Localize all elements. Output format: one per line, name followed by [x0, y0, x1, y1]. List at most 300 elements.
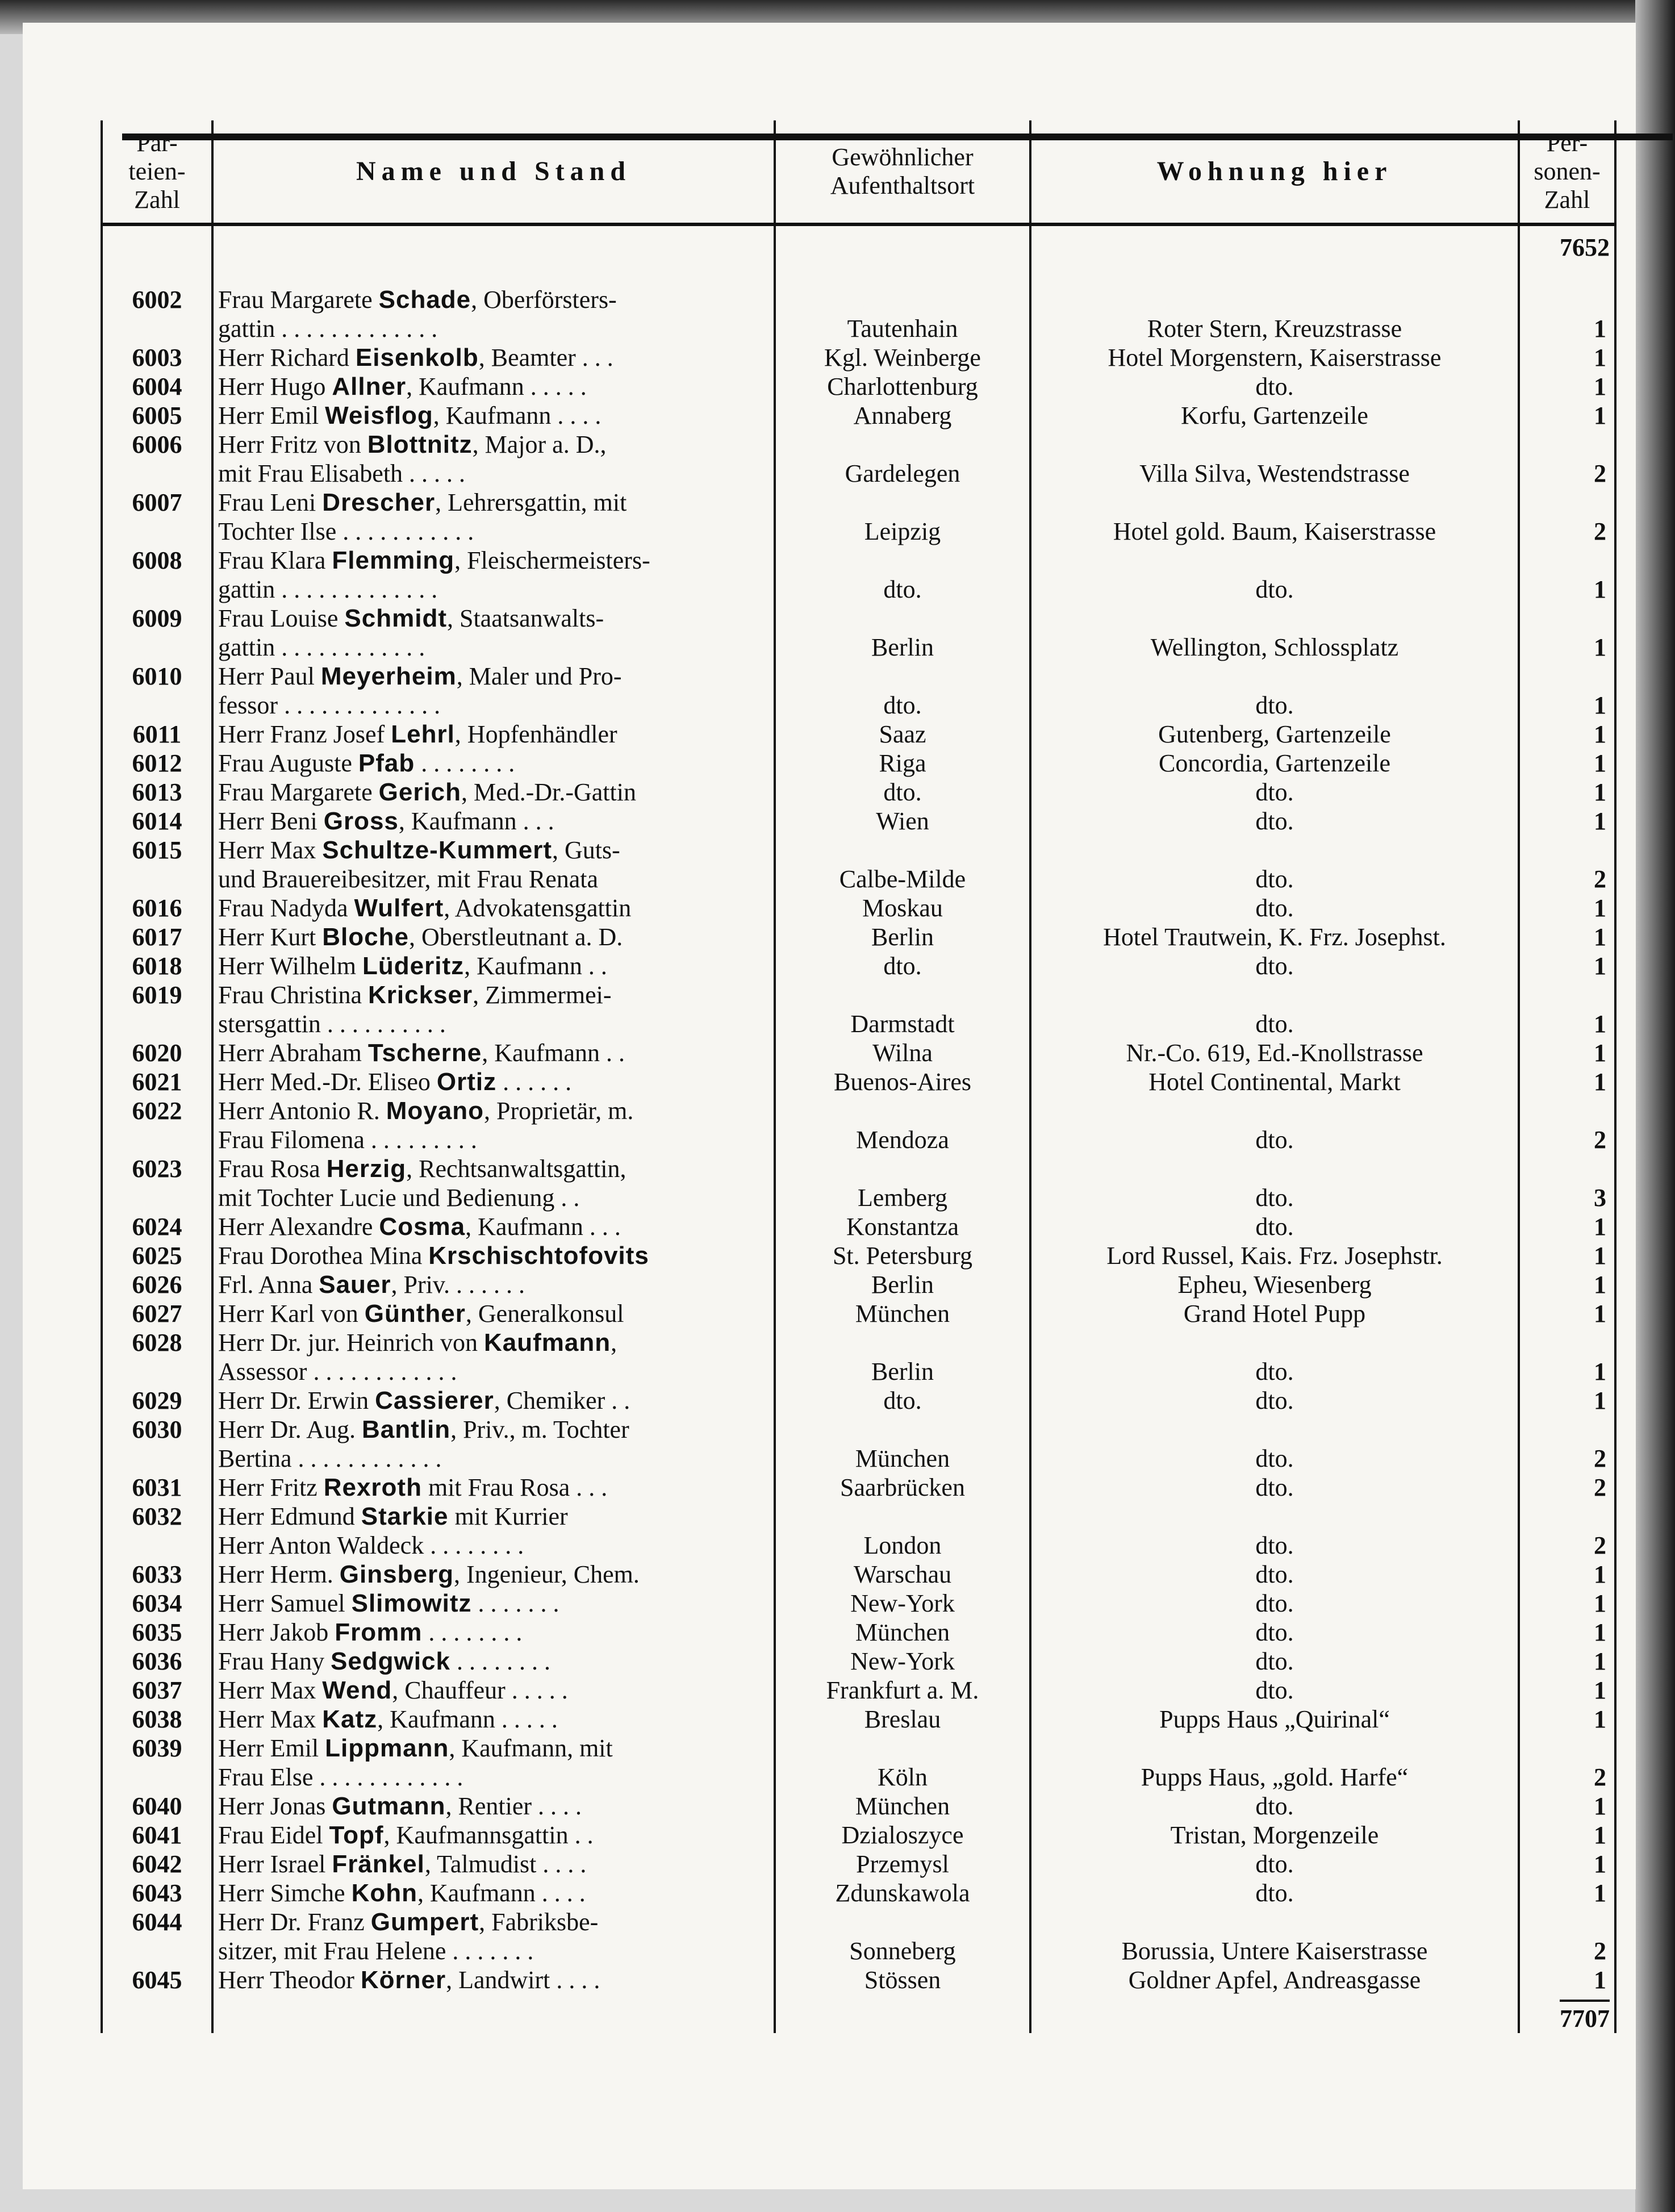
local-lodging: dto.: [1030, 1328, 1519, 1386]
surname: Ortiz: [436, 1068, 497, 1096]
surname: Bantlin: [361, 1416, 451, 1443]
usual-residence: Buenos-Aires: [775, 1067, 1030, 1096]
local-lodging: dto.: [1030, 980, 1519, 1038]
local-lodging: dto.: [1030, 1618, 1519, 1647]
party-number: 6004: [102, 372, 212, 401]
persons-count: 2: [1519, 1502, 1615, 1560]
local-lodging: Borussia, Untere Kaiserstrasse: [1030, 1908, 1519, 1965]
name-and-status: [212, 1560, 775, 1589]
name-prefix: Herr Emil: [218, 1734, 319, 1762]
local-lodging: dto.: [1030, 1212, 1519, 1241]
party-number: 6013: [102, 778, 212, 807]
surname: Sauer: [319, 1271, 391, 1299]
name-suffix: , Kaufmann . . . .: [417, 1879, 586, 1907]
name-and-status: [212, 951, 775, 980]
party-number: 6014: [102, 807, 212, 836]
party-number: 6019: [102, 980, 212, 1038]
persons-count: 1: [1519, 720, 1615, 749]
surname: Cassierer: [375, 1387, 494, 1414]
local-lodging: dto.: [1030, 662, 1519, 720]
name-suffix: . . . . . . . .: [450, 1647, 550, 1675]
persons-count: 1: [1519, 749, 1615, 778]
persons-count: 1: [1519, 951, 1615, 980]
header-ort-label: Gewöhnlicher Aufenthaltsort: [830, 143, 975, 199]
local-lodging: dto.: [1030, 1415, 1519, 1473]
carry-out-row: [102, 1994, 1615, 2033]
name-prefix: Frau Louise: [218, 604, 339, 632]
persons-count: 1: [1519, 662, 1615, 720]
local-lodging: dto.: [1030, 1560, 1519, 1589]
local-lodging: dto.: [1030, 1792, 1519, 1821]
table-row: [102, 488, 1615, 546]
name-and-status: [212, 1386, 775, 1415]
local-lodging: dto.: [1030, 836, 1519, 894]
table-row: [102, 1502, 1615, 1560]
usual-residence: München: [775, 1299, 1030, 1328]
local-lodging: Grand Hotel Pupp: [1030, 1299, 1519, 1328]
usual-residence: Sonneberg: [775, 1908, 1030, 1965]
surname: Gutmann: [332, 1792, 446, 1820]
name-and-status: [212, 488, 775, 546]
name-and-status: [212, 430, 775, 488]
name-suffix: , Kaufmann . .: [482, 1039, 625, 1067]
name-and-status: [212, 662, 775, 720]
persons-count: 2: [1519, 836, 1615, 894]
persons-count: 1: [1519, 1879, 1615, 1908]
local-lodging: Roter Stern, Kreuzstrasse: [1030, 285, 1519, 343]
usual-residence: Wien: [775, 807, 1030, 836]
name-suffix: , Advokatensgattin: [444, 894, 632, 922]
surname: Wend: [322, 1676, 392, 1704]
name-suffix: , Oberförsters- gattin . . . . . . . . . . . . .: [218, 286, 617, 343]
name-suffix: , Proprietär, m. Frau Filomena . . . . . . . . .: [218, 1097, 634, 1154]
name-prefix: Herr Fritz: [218, 1474, 318, 1501]
name-suffix: , Kaufmann . . .: [465, 1213, 621, 1241]
surname: Lippmann: [325, 1734, 449, 1762]
table-row: [102, 1212, 1615, 1241]
name-and-status: [212, 343, 775, 372]
name-suffix: , Rentier . . . .: [445, 1792, 582, 1820]
name-prefix: Herr Jakob: [218, 1618, 329, 1646]
name-and-status: [212, 778, 775, 807]
name-and-status: [212, 604, 775, 662]
table-row: [102, 546, 1615, 604]
usual-residence: dto.: [775, 778, 1030, 807]
name-and-status: [212, 1618, 775, 1647]
name-prefix: Herr Beni: [218, 807, 318, 835]
party-number: 6035: [102, 1618, 212, 1647]
persons-count: 1: [1519, 604, 1615, 662]
party-number: 6021: [102, 1067, 212, 1096]
party-number: 6032: [102, 1502, 212, 1560]
name-suffix: , Med.-Dr.-Gattin: [461, 778, 636, 806]
table-row: [102, 951, 1615, 980]
party-number: 6020: [102, 1038, 212, 1067]
party-number: 6005: [102, 401, 212, 430]
local-lodging: dto.: [1030, 951, 1519, 980]
party-number: 6008: [102, 546, 212, 604]
name-suffix: . . . . . .: [496, 1068, 572, 1096]
table-row: [102, 343, 1615, 372]
name-prefix: Herr Simche: [218, 1879, 345, 1907]
name-prefix: Herr Max: [218, 1676, 316, 1704]
table-row: [102, 1850, 1615, 1879]
header-personen-label: Per- sonen- Zahl: [1534, 129, 1601, 214]
persons-count: 2: [1519, 1096, 1615, 1154]
name-suffix: . . . . . . . .: [422, 1618, 523, 1646]
name-suffix: , Kaufmann . . . . .: [406, 373, 587, 400]
party-number: 6024: [102, 1212, 212, 1241]
carry-out-cell: [1519, 1994, 1615, 2033]
name-prefix: Frau Nadyda: [218, 894, 348, 922]
usual-residence: Dzialoszyce: [775, 1821, 1030, 1850]
party-number: 6033: [102, 1560, 212, 1589]
table-row: [102, 1792, 1615, 1821]
name-and-status: [212, 807, 775, 836]
scan-border-right: [1635, 0, 1675, 2212]
surname: Gerich: [378, 778, 462, 806]
persons-count: 1: [1519, 285, 1615, 343]
persons-count: 1: [1519, 1560, 1615, 1589]
name-prefix: Herr Jonas: [218, 1792, 326, 1820]
party-number: 6007: [102, 488, 212, 546]
usual-residence: Breslau: [775, 1705, 1030, 1734]
table-row: [102, 1647, 1615, 1676]
header-parteien-label: Par- teien- Zahl: [128, 129, 186, 214]
persons-count: 1: [1519, 1299, 1615, 1328]
local-lodging: Hotel gold. Baum, Kaiserstrasse: [1030, 488, 1519, 546]
name-prefix: Herr Karl von: [218, 1300, 358, 1328]
usual-residence: Köln: [775, 1734, 1030, 1792]
local-lodging: dto.: [1030, 1386, 1519, 1415]
name-suffix: , Fleischermeisters- gattin . . . . . . . . . . . . .: [218, 546, 650, 603]
persons-count: 1: [1519, 1038, 1615, 1067]
local-lodging: Hotel Trautwein, K. Frz. Josephst.: [1030, 923, 1519, 951]
usual-residence: Charlottenburg: [775, 372, 1030, 401]
carry-in-total: 7652: [1519, 224, 1615, 262]
local-lodging: dto.: [1030, 1589, 1519, 1618]
name-suffix: . . . . . . . .: [415, 749, 515, 777]
table-row: [102, 1096, 1615, 1154]
table-row: [102, 1328, 1615, 1386]
party-number: 6043: [102, 1879, 212, 1908]
carry-forward-row: [102, 224, 1615, 262]
name-suffix: , Kaufmannsgattin . .: [383, 1821, 594, 1849]
local-lodging: Epheu, Wiesenberg: [1030, 1270, 1519, 1299]
name-and-status: [212, 1792, 775, 1821]
usual-residence: Leipzig: [775, 488, 1030, 546]
name-and-status: [212, 1096, 775, 1154]
local-lodging: Lord Russel, Kais. Frz. Josephstr.: [1030, 1241, 1519, 1270]
table-row: [102, 1965, 1615, 1994]
party-number: 6038: [102, 1705, 212, 1734]
surname: Krickser: [367, 981, 473, 1009]
name-suffix: , Guts- und Brauereibesitzer, mit Frau Renata: [218, 836, 620, 893]
surname: Günther: [364, 1300, 466, 1328]
party-number: 6011: [102, 720, 212, 749]
usual-residence: Tautenhain: [775, 285, 1030, 343]
surname: Kaufmann: [484, 1329, 611, 1357]
local-lodging: Villa Silva, Westendstrasse: [1030, 430, 1519, 488]
name-suffix: , Staatsanwalts- gattin . . . . . . . . . . . .: [218, 604, 604, 661]
name-prefix: Herr Israel: [218, 1850, 326, 1878]
persons-count: 2: [1519, 1908, 1615, 1965]
surname: Lüderitz: [362, 952, 465, 980]
usual-residence: Przemysl: [775, 1850, 1030, 1879]
persons-count: 1: [1519, 1212, 1615, 1241]
local-lodging: dto.: [1030, 1502, 1519, 1560]
name-and-status: [212, 1270, 775, 1299]
table-row: [102, 1705, 1615, 1734]
party-number: 6012: [102, 749, 212, 778]
usual-residence: Frankfurt a. M.: [775, 1676, 1030, 1705]
persons-count: 1: [1519, 1067, 1615, 1096]
name-prefix: Herr Edmund: [218, 1503, 355, 1530]
name-and-status: [212, 1038, 775, 1067]
local-lodging: dto.: [1030, 546, 1519, 604]
party-number: 6039: [102, 1734, 212, 1792]
persons-count: 1: [1519, 1241, 1615, 1270]
surname: Pfab: [358, 749, 415, 777]
name-and-status: [212, 1502, 775, 1560]
persons-count: 3: [1519, 1154, 1615, 1212]
usual-residence: St. Petersburg: [775, 1241, 1030, 1270]
name-prefix: Frau Leni: [218, 489, 316, 516]
table-row: [102, 1415, 1615, 1473]
local-lodging: dto.: [1030, 1154, 1519, 1212]
name-suffix: , Landwirt . . . .: [446, 1966, 600, 1994]
name-suffix: , Chemiker . .: [494, 1387, 630, 1414]
name-prefix: Herr Max: [218, 836, 316, 864]
persons-count: 1: [1519, 1850, 1615, 1879]
usual-residence: New-York: [775, 1589, 1030, 1618]
name-and-status: [212, 1415, 775, 1473]
persons-count: 1: [1519, 1676, 1615, 1705]
local-lodging: Korfu, Gartenzeile: [1030, 401, 1519, 430]
surname: Gross: [323, 807, 399, 835]
name-suffix: , Ingenieur, Chem.: [453, 1560, 640, 1588]
name-prefix: Herr Fritz von: [218, 431, 361, 458]
surname: Drescher: [322, 489, 436, 516]
persons-count: 1: [1519, 1328, 1615, 1386]
name-suffix: , Hopfenhändler: [454, 720, 617, 748]
surname: Meyerheim: [320, 662, 457, 690]
name-suffix: , Lehrersgattin, mit Tochter Ilse . . . . . . . . . . .: [218, 489, 627, 545]
party-number: 6016: [102, 894, 212, 923]
name-prefix: Frl. Anna: [218, 1271, 313, 1299]
surname: Starkie: [361, 1503, 449, 1530]
surname: Lehrl: [391, 720, 455, 748]
surname: Moyano: [386, 1097, 484, 1125]
table-row: [102, 1241, 1615, 1270]
usual-residence: Warschau: [775, 1560, 1030, 1589]
name-prefix: Herr Hugo: [218, 373, 326, 400]
party-number: 6036: [102, 1647, 212, 1676]
table-row: [102, 1067, 1615, 1096]
party-number: 6026: [102, 1270, 212, 1299]
name-prefix: Frau Margarete: [218, 286, 373, 314]
header-wohnung-label: Wohnung hier: [1156, 156, 1393, 186]
table-row: [102, 1473, 1615, 1502]
party-number: 6028: [102, 1328, 212, 1386]
table-row: [102, 1154, 1615, 1212]
local-lodging: dto.: [1030, 372, 1519, 401]
name-suffix: . . . . . . .: [471, 1589, 559, 1617]
table-row: [102, 1734, 1615, 1792]
usual-residence: Saarbrücken: [775, 1473, 1030, 1502]
table-row: [102, 778, 1615, 807]
table-row: [102, 430, 1615, 488]
name-and-status: [212, 1676, 775, 1705]
local-lodging: Pupps Haus „Quirinal“: [1030, 1705, 1519, 1734]
persons-count: 1: [1519, 1965, 1615, 1994]
name-prefix: Frau Hany: [218, 1647, 324, 1675]
name-prefix: Herr Emil: [218, 402, 319, 429]
header-parteien-zahl: [102, 120, 212, 224]
name-prefix: Herr Antonio R.: [218, 1097, 380, 1125]
persons-count: 1: [1519, 923, 1615, 951]
party-number: 6015: [102, 836, 212, 894]
header-name-label: Name und Stand: [356, 156, 632, 186]
surname: Fromm: [335, 1618, 423, 1646]
surname: Blottnitz: [367, 431, 473, 458]
name-prefix: Frau Christina: [218, 981, 362, 1009]
table-row: [102, 372, 1615, 401]
persons-count: 2: [1519, 488, 1615, 546]
name-prefix: Frau Dorothea Mina: [218, 1242, 423, 1270]
name-and-status: [212, 1850, 775, 1879]
local-lodging: Nr.-Co. 619, Ed.-Knollstrasse: [1030, 1038, 1519, 1067]
surname: Flemming: [332, 546, 455, 574]
local-lodging: dto.: [1030, 778, 1519, 807]
party-number: 6009: [102, 604, 212, 662]
usual-residence: Berlin: [775, 604, 1030, 662]
name-suffix: , Generalkonsul: [465, 1300, 624, 1328]
table-row: [102, 285, 1615, 343]
persons-count: 1: [1519, 1705, 1615, 1734]
table-row: [102, 604, 1615, 662]
table-row: [102, 1676, 1615, 1705]
usual-residence: New-York: [775, 1647, 1030, 1676]
name-prefix: Herr Richard: [218, 344, 349, 372]
name-and-status: [212, 372, 775, 401]
name-suffix: , Kaufmann, mit Frau Else . . . . . . . . . . . .: [218, 1734, 613, 1791]
name-prefix: Herr Dr. Aug.: [218, 1416, 356, 1443]
local-lodging: dto.: [1030, 1473, 1519, 1502]
name-and-status: [212, 401, 775, 430]
surname: Schultze-Kummert: [322, 836, 552, 864]
table-row: [102, 1299, 1615, 1328]
name-prefix: Herr Abraham: [218, 1039, 362, 1067]
persons-count: 1: [1519, 980, 1615, 1038]
name-and-status: [212, 1647, 775, 1676]
name-suffix: , Maler und Pro- fessor . . . . . . . . . . . . .: [218, 662, 622, 719]
party-number: 6003: [102, 343, 212, 372]
usual-residence: München: [775, 1618, 1030, 1647]
name-prefix: Herr Paul: [218, 662, 315, 690]
table-row: [102, 1560, 1615, 1589]
surname: Allner: [332, 373, 407, 400]
party-number: 6034: [102, 1589, 212, 1618]
local-lodging: Gutenberg, Gartenzeile: [1030, 720, 1519, 749]
persons-count: 1: [1519, 1386, 1615, 1415]
surname: Kohn: [351, 1879, 417, 1907]
persons-count: 1: [1519, 807, 1615, 836]
name-prefix: Herr Alexandre: [218, 1213, 373, 1241]
usual-residence: Calbe-Milde: [775, 836, 1030, 894]
usual-residence: Zdunskawola: [775, 1879, 1030, 1908]
surname: Schade: [378, 286, 471, 314]
usual-residence: Wilna: [775, 1038, 1030, 1067]
party-number: 6044: [102, 1908, 212, 1965]
name-and-status: [212, 1908, 775, 1965]
surname: Fränkel: [332, 1850, 425, 1878]
table-row: [102, 1618, 1615, 1647]
surname: Schmidt: [344, 604, 447, 632]
usual-residence: Berlin: [775, 1270, 1030, 1299]
party-number: 6017: [102, 923, 212, 951]
guest-register-table: [101, 120, 1616, 2033]
name-suffix: , Oberstleutnant a. D.: [408, 923, 623, 951]
usual-residence: dto.: [775, 951, 1030, 980]
name-prefix: Herr Theodor: [218, 1966, 354, 1994]
name-suffix: , Priv. . . . . . .: [391, 1271, 525, 1299]
persons-count: 1: [1519, 1647, 1615, 1676]
name-and-status: [212, 749, 775, 778]
party-number: 6037: [102, 1676, 212, 1705]
usual-residence: Moskau: [775, 894, 1030, 923]
name-and-status: [212, 1821, 775, 1850]
party-number: 6031: [102, 1473, 212, 1502]
party-number: 6029: [102, 1386, 212, 1415]
local-lodging: Pupps Haus, „gold. Harfe“: [1030, 1734, 1519, 1792]
name-and-status: [212, 546, 775, 604]
name-suffix: , Chauffeur . . . . .: [392, 1676, 568, 1704]
table-row: [102, 401, 1615, 430]
usual-residence: dto.: [775, 662, 1030, 720]
name-prefix: Herr Max: [218, 1705, 316, 1733]
surname: Slimowitz: [351, 1589, 472, 1617]
name-and-status: [212, 980, 775, 1038]
name-and-status: [212, 1067, 775, 1096]
persons-count: 2: [1519, 430, 1615, 488]
table-row: [102, 923, 1615, 951]
usual-residence: Lemberg: [775, 1154, 1030, 1212]
usual-residence: London: [775, 1502, 1030, 1560]
usual-residence: Mendoza: [775, 1096, 1030, 1154]
table-row: [102, 1038, 1615, 1067]
surname: Cosma: [379, 1213, 466, 1241]
name-and-status: [212, 1328, 775, 1386]
header-aufenthaltsort: [775, 120, 1030, 224]
name-and-status: [212, 1965, 775, 1994]
usual-residence: Berlin: [775, 923, 1030, 951]
persons-count: 2: [1519, 1415, 1615, 1473]
name-suffix: , Zimmermei- stersgattin . . . . . . . . . .: [218, 981, 612, 1038]
surname: Gumpert: [370, 1908, 479, 1936]
surname: Tscherne: [367, 1039, 482, 1067]
party-number: 6041: [102, 1821, 212, 1850]
persons-count: 1: [1519, 1792, 1615, 1821]
party-number: 6006: [102, 430, 212, 488]
name-suffix: , Assessor . . . . . . . . . . . .: [218, 1329, 617, 1385]
local-lodging: dto.: [1030, 1676, 1519, 1705]
surname: Rexroth: [323, 1474, 422, 1501]
local-lodging: dto.: [1030, 1850, 1519, 1879]
surname: Wulfert: [354, 894, 444, 922]
persons-count: 2: [1519, 1734, 1615, 1792]
table-row: [102, 1908, 1615, 1965]
